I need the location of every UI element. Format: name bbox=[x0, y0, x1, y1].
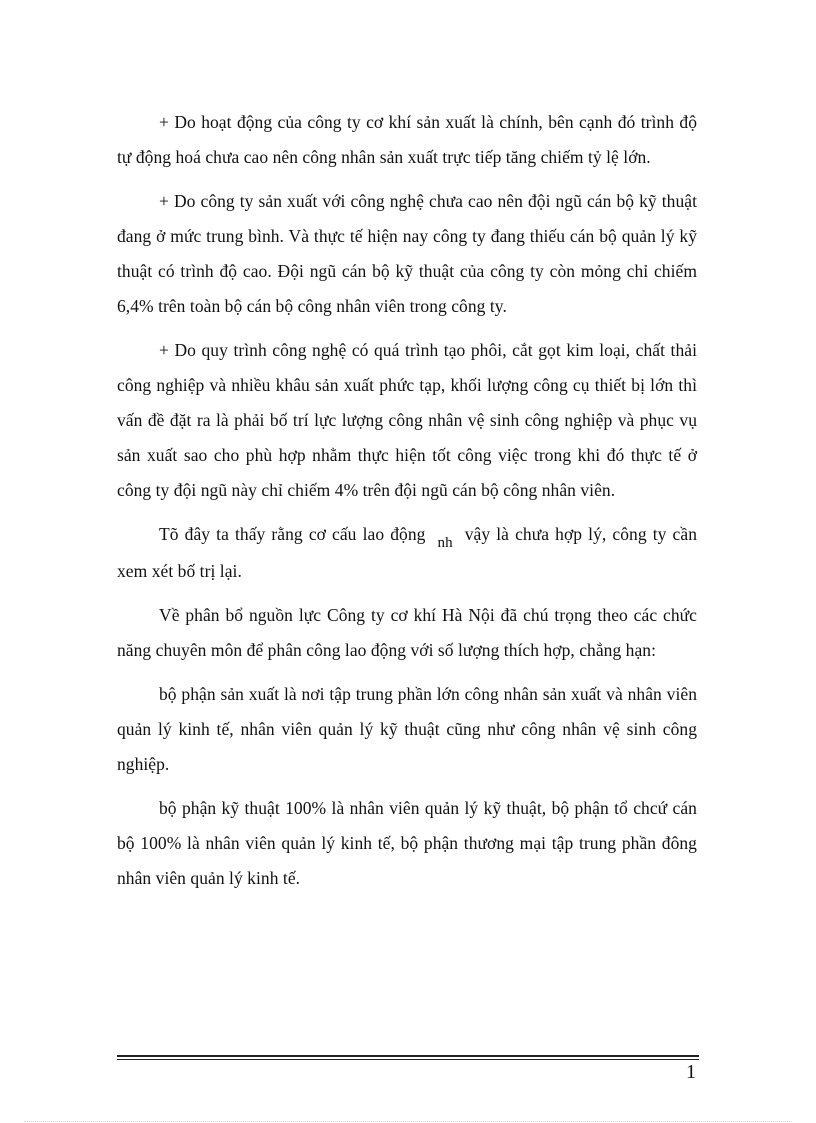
paragraph-3: + Do quy trình công nghệ có quá trình tạo phôi, cắt gọt kim loại, chất thải công nghiệp và nhiều khâu sản xuất phức tạp, khối lượng công cụ thiết bị lớn thì vấn đề đặt ra là phải bố trí lực lượng công nhân vệ sinh công nghiệp và phục vụ sản xuất sao cho phù hợp nhằm thực hiện tốt công việc trong khi đó thực tế ở công ty đội ngũ này chỉ chiếm 4% trên đội ngũ cán bộ công nhân viên. bbox=[117, 340, 697, 500]
paragraph-4-end: vậy là chưa hợp lý, công ty cần xem xét bố trị lại. bbox=[117, 524, 697, 581]
footer-rule-thick bbox=[117, 1055, 699, 1057]
footer-rule-thin bbox=[117, 1059, 699, 1060]
page-edge-divider bbox=[24, 1121, 792, 1122]
paragraph-7: bộ phận kỹ thuật 100% là nhân viên quản lý kỹ thuật, bộ phận tổ chcứ cán bộ 100% là nhân viên quản lý kinh tế, bộ phận thương mại tập trung phần đông nhân viên quản lý kinh tế. bbox=[117, 798, 697, 888]
paragraph-6: bộ phận sản xuất là nơi tập trung phần lớn công nhân sản xuất và nhân viên quản lý kinh tế, nhân viên quản lý kỹ thuật cũng như công nhân vệ sinh công nghiệp. bbox=[117, 684, 697, 774]
paragraph-4-subscript: nh bbox=[437, 535, 453, 551]
page-number: 1 bbox=[686, 1061, 696, 1083]
paragraph-1: + Do hoạt động của công ty cơ khí sản xuất là chính, bên cạnh đó trình độ tự động hoá chưa cao nên công nhân sản xuất trực tiếp tăng chiếm tỷ lệ lớn. bbox=[117, 112, 697, 167]
paragraph-2: + Do công ty sản xuất với công nghệ chưa cao nên đội ngũ cán bộ kỹ thuật đang ở mức trung bình. Và thực tế hiện nay công ty đang thiếu cán bộ quản lý kỹ thuật có trình độ cao. Đội ngũ cán bộ kỹ thuật của công ty còn mỏng chỉ chiếm 6,4% trên toàn bộ cán bộ công nhân viên trong công ty. bbox=[117, 191, 697, 316]
document-body bbox=[117, 105, 697, 905]
paragraph-4-start: Tõ đây ta thấy rằng cơ cấu lao động bbox=[159, 524, 426, 544]
paragraph-5: Về phân bổ nguồn lực Công ty cơ khí Hà Nội đã chú trọng theo các chức năng chuyên môn để phân công lao động với số lượng thích hợp, chẳng hạn: bbox=[117, 605, 697, 660]
paragraph-4 bbox=[117, 517, 697, 589]
